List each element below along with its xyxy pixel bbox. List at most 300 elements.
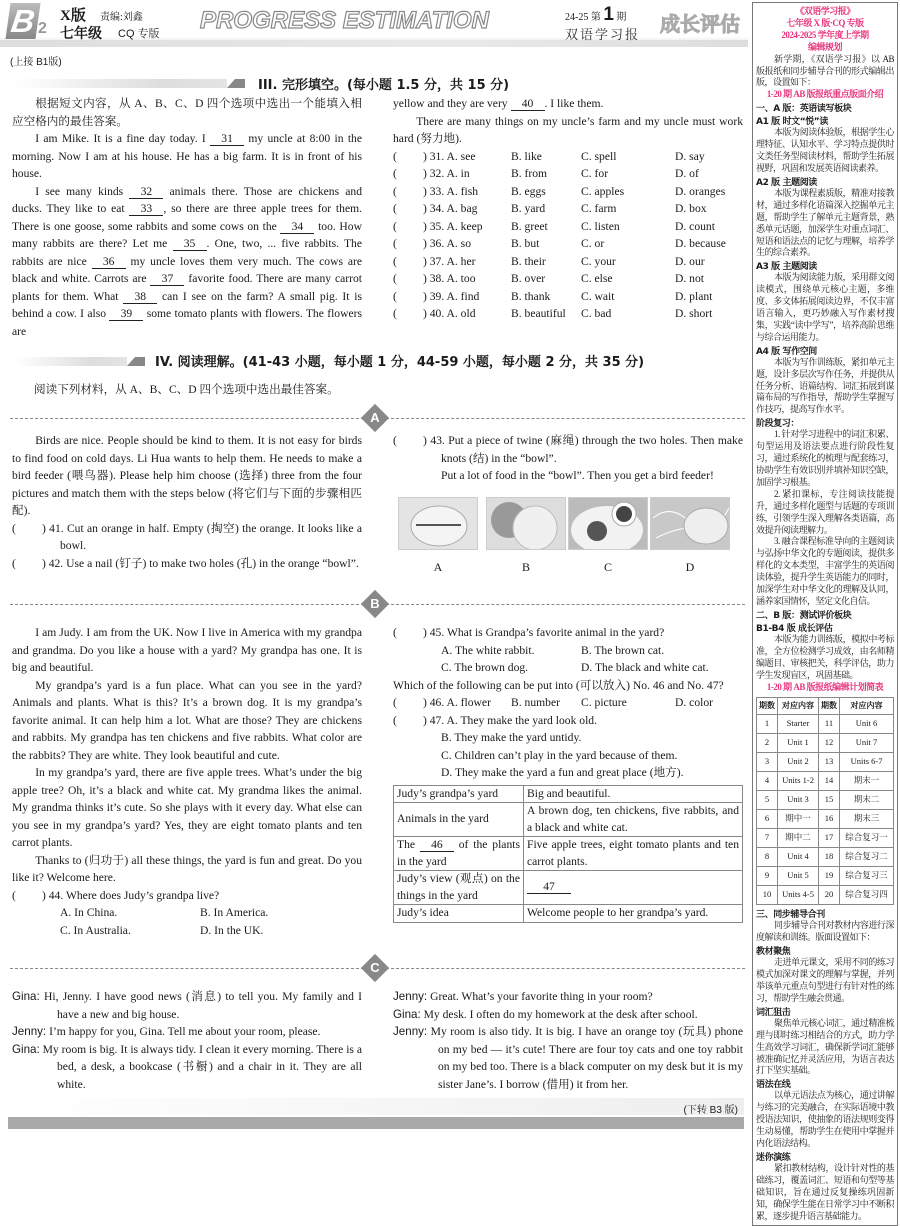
option-row: [393, 253, 743, 271]
text-run: animals there. Those are chickens and ducks. They like to eat: [12, 184, 362, 215]
section4-title: IV. 阅读理解。(41-43 小题，每小题 1 分，44-59 小题，每小题 2 分，共 35 分): [155, 355, 645, 370]
dialog-text: Great. What’s your favorite thing in your room?: [430, 990, 653, 1003]
option-a-text: ) 34. A. bag: [423, 202, 478, 215]
answer-option[interactable]: B. The brown cat.: [581, 643, 665, 657]
passage-b: [12, 624, 362, 939]
table-cell: 3: [757, 753, 778, 772]
table-row: [394, 785, 743, 803]
blank-38[interactable]: 38: [123, 290, 157, 304]
sidebar-paragraph: 本版为课程素质版，精准对接教材，通过多样化语篇深入挖掘单元主题，帮助学生了解单元主题背景，熟悉单元话题，加深学生对重点词汇、短语和语法点的记忆与理解，培养学生的综合素养。: [756, 187, 894, 258]
table-cell: Unit 2: [778, 753, 819, 772]
option-a: [393, 270, 511, 288]
table-cell: 18: [818, 848, 839, 867]
text-run: favorite food. There are many carrot plants for them. What: [12, 272, 363, 303]
paper-name: 双语学习报: [565, 27, 641, 42]
dialog-text: I’m happy for you, Gina. Tell me about your room, please.: [49, 1025, 321, 1038]
answer-paren[interactable]: (: [12, 556, 16, 570]
editor-label: 责编:刘鑫: [100, 12, 143, 23]
dialog-line: [393, 1006, 743, 1024]
sidebar-paragraph: 本版为能力训练版，模拟中考标准，全方位检测学习成效，由名师精编题目、审核把关，科学评估，助力学生发现盲区，巩固基础。: [756, 633, 894, 680]
dialog-left: [12, 988, 362, 1093]
table-cell: Welcome people to her grandpa’s yard.: [524, 905, 743, 923]
option-row: [393, 183, 743, 201]
picture-label-a: A: [433, 560, 443, 574]
text-run: my uncle at 8:00 in the morning. Now I am at his house. He has a big farm. It is in front of his house.: [12, 132, 362, 180]
table-row: [394, 905, 743, 923]
sidebar-subheading: A4 版 写作空间: [756, 346, 817, 357]
table-cell: 11: [818, 715, 839, 734]
option-d: D. short: [675, 307, 713, 320]
table-cell: 综合复习四: [840, 886, 894, 905]
passage-a: [12, 432, 362, 572]
text-run: can I see on the farm? A small pig. It is behind a cow. I also: [12, 289, 362, 320]
option-b: B. but: [511, 237, 540, 250]
table-cell: 16: [818, 810, 839, 829]
table-cell: 综合复习三: [840, 867, 894, 886]
table-cell: 12: [818, 734, 839, 753]
option-c: C. wait: [581, 289, 615, 303]
option-d: D. of: [675, 167, 699, 180]
footer-fade: [8, 1098, 744, 1115]
speaker: Gina:: [393, 1007, 421, 1021]
answer-option[interactable]: B. They make the yard untidy.: [441, 731, 582, 744]
passage-paragraph: [393, 113, 743, 148]
speaker: Jenny:: [393, 1025, 428, 1038]
editorial-plan-sidebar: [752, 2, 898, 1226]
option-a: [393, 148, 511, 166]
speaker: Gina:: [12, 990, 40, 1003]
table-cell: 20: [818, 886, 839, 905]
grade-label: 七年级: [60, 27, 102, 42]
dialog-line: [12, 988, 362, 1023]
issue-number: 1: [603, 4, 614, 25]
option-a: [393, 183, 511, 201]
question-44: ) 44. Where does Judy’s grandpa live?: [42, 888, 220, 902]
table-cell: 8: [757, 848, 778, 867]
option-d: D. plant: [675, 289, 713, 303]
option-row: [393, 288, 743, 306]
sidebar-paragraph: 本版为写作训练版，紧扣单元主题，设计多层次写作任务，并提供从任务分析、语篇结构、词汇拓展到谋篇布局的写作指导，帮助学生掌握写作技巧，提高写作水平。: [756, 356, 894, 415]
sidebar-paragraph: 走进单元课文，采用不同的练习模式加深对课文的理解与掌握，并列举该单元重点句型进行有针对性的练习，帮助学生融会贯通。: [756, 957, 894, 1003]
blank-46[interactable]: 46: [420, 838, 454, 852]
answer-paren[interactable]: (: [12, 888, 16, 902]
question-45-options: [393, 642, 743, 677]
question-42: ) 42. Use a nail (钉子) to make two holes (孔) in the orange “bowl”.: [42, 556, 359, 570]
option-c: C. for: [581, 167, 609, 180]
option-b: B. over: [511, 272, 546, 285]
dialog-text: My room is big. It is always tidy. I clean it every morning. There is a bed, a desk, a bookcase (书橱) and a chair in it. They are all white.: [42, 1042, 362, 1091]
sidebar-paragraph: 以单元语法点为核心，通过讲解与练习的完美融合，在实际语境中教授语法知识，使抽象的语法规则变得生动易懂，帮助学生在使用中掌握并内化语法结构。: [756, 1090, 894, 1148]
table-cell: Unit 1: [778, 734, 819, 753]
blank-37[interactable]: 37: [150, 272, 184, 286]
passage-b-text: [12, 624, 362, 887]
sidebar-paragraph: 2. 紧扣课标，专注阅读技能提升，通过多样化题型与话题的专项训练，引领学生深入理解各类语篇，高效提升阅读理解力。: [756, 488, 894, 535]
cloze-options: [393, 148, 743, 323]
table-cell: Five apple trees, eight tomato plants and ten carrot plants.: [524, 837, 743, 871]
picture-label-b: B: [521, 560, 530, 574]
table-header: 对应内容: [778, 698, 819, 715]
option-row: [393, 218, 743, 236]
blank-39[interactable]: 39: [109, 307, 143, 321]
dialog-text: Hi, Jenny. I have good news (消息) to tell you. My family and I have a new and big house.: [44, 990, 363, 1021]
edition-number: 2: [38, 20, 47, 37]
option-d: D. oranges: [675, 184, 726, 198]
table-header: 期数: [757, 698, 778, 715]
dialog-line: [393, 988, 743, 1006]
question-41: ) 41. Cut an orange in half. Empty (掏空) the orange. It looks like a bowl.: [42, 521, 362, 552]
table-cell: 1: [757, 715, 778, 734]
table-cell: 综合复习一: [840, 829, 894, 848]
table-row: [757, 753, 894, 772]
speaker: Jenny:: [12, 1025, 47, 1038]
answer-option[interactable]: D. The black and white cat.: [581, 661, 709, 674]
sidebar-subheading: B1-B4 版 成长评估: [756, 623, 833, 634]
sidebar-title-line: 七年级 X 版·CQ 专版: [786, 17, 864, 28]
option-a-text: ) 32. A. in: [423, 167, 470, 180]
plan-table: [756, 697, 894, 905]
table-cell: Units 1-2: [778, 772, 819, 791]
option-a: [393, 235, 511, 253]
table-cell: 期末二: [840, 791, 894, 810]
option-d: D. our: [675, 254, 705, 268]
passage-paragraph: [393, 95, 743, 113]
banner-title: PROGRESS ESTIMATION: [200, 7, 489, 34]
option-c: C. listen: [581, 219, 620, 233]
question-45: ) 45. What is Grandpa’s favorite animal in the yard?: [423, 626, 665, 639]
cloze-right: [393, 95, 743, 323]
option-a: [393, 305, 511, 323]
answer-paren[interactable]: (: [393, 626, 397, 639]
q46-a-text: ) 46. A. flower: [423, 696, 491, 709]
table-cell: 期末一: [840, 772, 894, 791]
question-46: [393, 694, 743, 712]
answer-paren[interactable]: (: [393, 167, 397, 180]
answer-paren[interactable]: (: [12, 521, 16, 535]
blank-32[interactable]: 32: [129, 185, 163, 199]
table-cell: [394, 837, 524, 871]
option-row: [393, 200, 743, 218]
option-a: [393, 165, 511, 183]
table-header: 期数: [818, 698, 839, 715]
option-a-text: ) 38. A. too: [423, 272, 476, 285]
heading-bar: [15, 79, 227, 88]
text-run: . I like them.: [544, 97, 604, 110]
info-table: [393, 785, 743, 923]
section4-instruction: 阅读下列材料，从 A、B、C、D 四个选项中选出最佳答案。: [34, 383, 339, 396]
table-cell: Unit 7: [840, 734, 894, 753]
heading-bar: [15, 357, 127, 366]
text-run: some tomato plants with flowers. The flowers are: [12, 307, 362, 338]
answer-option[interactable]: D. They make the yard a fun and great place (地方).: [441, 766, 684, 779]
option-a-text: ) 37. A. her: [423, 254, 476, 268]
answer-paren[interactable]: (: [393, 149, 397, 163]
cloze-passage: [12, 130, 362, 340]
option-a-text: ) 31. A. see: [423, 149, 476, 163]
answer-option[interactable]: C. Children can’t play in the yard because of them.: [441, 748, 678, 762]
answer-option[interactable]: C. The brown dog.: [441, 661, 529, 674]
cq-label: CQ 专版: [118, 28, 160, 40]
sidebar-paragraph: 聚焦单元核心词汇，通过精准梳理与即时练习相结合的方式，助力学生高效学习词汇，确保新学词汇能够被准确记忆并灵活应用，为语言表达打下坚实基础。: [756, 1017, 894, 1076]
table-cell: 2: [757, 734, 778, 753]
passage-paragraph: Thanks to (归功于) all these things, the yard is fun and great. Do you like it? Welcome here.: [12, 853, 362, 884]
option-c: C. apples: [581, 184, 625, 198]
dialog-line: [12, 1023, 362, 1041]
option-c: C. or: [581, 237, 605, 250]
issue-suffix: 期: [616, 12, 627, 23]
question-47-options: [393, 729, 743, 782]
answer-option[interactable]: A. The white rabbit.: [441, 643, 535, 657]
sidebar-title-line: 2024-2025 学年度上学期: [781, 29, 869, 40]
text-run: There are many things on my uncle’s farm and my uncle must work hard (努力地).: [393, 114, 743, 145]
table-cell: Units 6-7: [840, 753, 894, 772]
table-row: [757, 810, 894, 829]
answer-paren[interactable]: (: [393, 272, 397, 285]
option-row: [393, 235, 743, 253]
footer-bar: [8, 1117, 744, 1129]
cloze-instruction: 根据短文内容，从 A、B、C、D 四个选项中选出一个能填入相应空格内的最佳答案。: [12, 97, 362, 128]
blank-34[interactable]: 34: [280, 220, 314, 234]
option-row: [393, 270, 743, 288]
version-label: X版: [60, 8, 86, 24]
sidebar-subheading: A2 版 主题阅读: [756, 177, 817, 188]
answer-option[interactable]: D. In the UK.: [200, 923, 264, 937]
table-cell: 5: [757, 791, 778, 810]
sidebar-title-line: 编辑规划: [807, 41, 842, 52]
cell-text: of the plants in the yard: [397, 838, 520, 868]
sidebar-paragraph: 1. 针对学习进程中的词汇积累、句型运用及语法要点进行阶段性复习，通过系统化的梳理与配套练习，协助学生有效识别并填补知识空缺，加固学习根基。: [756, 429, 894, 487]
blank-31[interactable]: 31: [210, 132, 244, 146]
continued-from: (上接 B1版): [10, 57, 62, 68]
sidebar-title: [756, 6, 894, 54]
table-cell: Animals in the yard: [394, 803, 524, 837]
passage-paragraph: My grandpa’s yard is a fun place. What can you see in the yard? Animals and plants. What is this? It’s a brown dog. It is my grandpa’s favorite animal. It can help him a lot. What are those? They are chickens and rabbits. My grandpa has ten chickens and five rabbits. What color are the rabbits? They are white. They look beautiful and cute.: [12, 678, 362, 762]
table-cell: 17: [818, 829, 839, 848]
table-cell: Judy’s idea: [394, 905, 524, 923]
section-title: 成长评估: [660, 12, 740, 36]
passage-paragraph: I am Judy. I am from the UK. Now I live in America with my grandpa and grandma. Do you like a house with a yard? My grandpa has one. It is big and beautiful.: [12, 626, 362, 674]
table-row: [757, 848, 894, 867]
q46-d: D. color: [675, 696, 713, 709]
question-47: ) 47. A. They make the yard look old.: [423, 713, 597, 727]
sidebar-title-line: 《双语学习报》: [795, 6, 855, 16]
text-run: I see many kinds: [35, 184, 130, 198]
text-run: , so there are three apple trees for them. There is one goose, some rabbits and some cows on the: [12, 202, 363, 233]
option-a-text: ) 36. A. so: [423, 237, 471, 250]
sidebar-paragraph: 紧扣教材结构，设计针对性的基础练习，覆盖词汇、短语和句型等基础知识，旨在通过反复操练巩固新知，确保学生能在日常学习中不断积累，逐步提升语言基础能力。: [756, 1162, 894, 1221]
answer-paren[interactable]: (: [393, 254, 397, 268]
question-43-cont: Put a lot of food in the “bowl”. Then you get a bird feeder!: [441, 469, 714, 482]
option-a-text: ) 33. A. fish: [423, 184, 479, 198]
sidebar-subheading: A3 版 主题阅读: [756, 262, 817, 273]
option-a: [393, 253, 511, 271]
sidebar-subheading: 一、A 版：英语读写板块: [756, 104, 852, 115]
table-cell: 期中二: [778, 829, 819, 848]
option-c: C. else: [581, 272, 613, 285]
cloze-left: [12, 95, 362, 340]
answer-option[interactable]: A. In China.: [60, 906, 118, 919]
answer-paren[interactable]: (: [393, 289, 397, 303]
sidebar-subheading: 三、同步辅导合刊: [756, 910, 825, 921]
sidebar-blocks: [756, 101, 894, 681]
answer-paren[interactable]: (: [393, 713, 397, 727]
sidebar-intro: 新学期，《双语学习报》以 AB 版报纸和同步辅导合刊的形式编辑出版，设置如下：: [756, 53, 894, 88]
option-d: D. count: [675, 219, 715, 233]
table-cell: Starter: [778, 715, 819, 734]
sidebar-paragraph: 同步辅导合刊对教材内容进行深度解读和训练。版面设置如下：: [756, 920, 894, 943]
sidebar-subheading: 二、B 版：测试评价板块: [756, 610, 852, 621]
text-run: . One, two, ... five rabbits. The rabbits are nice: [12, 237, 362, 268]
option-b: B. their: [511, 254, 546, 268]
table-row: [757, 829, 894, 848]
table-row: [757, 734, 894, 753]
section3-title: III. 完形填空。(每小题 1.5 分，共 15 分): [258, 78, 510, 93]
option-a: [393, 288, 511, 306]
table-cell: 9: [757, 867, 778, 886]
table-row: [757, 867, 894, 886]
option-a: [393, 218, 511, 236]
sidebar-subheading: 迷你演练: [756, 1152, 791, 1163]
edition-logo: B: [5, 3, 40, 39]
table-cell: Unit 6: [840, 715, 894, 734]
speaker: Gina:: [12, 1042, 40, 1056]
sidebar-paragraph: 本版为阅读体验版，根据学生心理特征、认知水平、学习特点提供时文类任务型阅读材料，帮助学生拓展视野，巩固和发展英语阅读素养。: [756, 127, 894, 173]
option-c: C. your: [581, 254, 616, 268]
answer-paren[interactable]: (: [393, 184, 397, 198]
sidebar-subheading: 教材聚焦: [756, 947, 791, 958]
continued-to: (下转 B3 版): [683, 1105, 738, 1116]
passage-a-text: Birds are nice. People should be kind to them. It is not easy for birds to find food on cold days. Li Hua wants to help them. He needs to make a bird feeder (喂鸟器). Please help him choose (选择) three from the four pictures and match them with the steps below (将它们与下面的步骤相匹配).: [12, 434, 362, 517]
sidebar-subheading: 语法在线: [756, 1080, 791, 1091]
q46-b: B. number: [511, 696, 560, 709]
text-run: too. How many rabbits are there? Let me: [12, 219, 362, 250]
text-run: I am Mike. It is a fine day today. I: [35, 132, 211, 145]
table-header: 对应内容: [840, 698, 894, 715]
blank-36[interactable]: 36: [92, 255, 126, 269]
sidebar-pink-heading: 1-20 期 AB 版报纸重点版面介绍: [766, 89, 884, 100]
blank-35[interactable]: 35: [173, 237, 207, 251]
option-row: [393, 148, 743, 166]
dialog-text: My desk. I often do my homework at the desk after school.: [423, 1007, 698, 1021]
passage-b-right: [393, 624, 743, 923]
option-d: D. because: [675, 237, 726, 250]
dialog-right: [393, 988, 743, 1093]
blank-33[interactable]: 33: [129, 202, 163, 216]
option-b: B. eggs: [511, 184, 546, 198]
option-b: B. from: [511, 167, 548, 180]
answer-option[interactable]: B. In America.: [200, 906, 269, 919]
table-cell: 期中一: [778, 810, 819, 829]
q46-a: [393, 694, 511, 712]
cell-text: The: [397, 838, 416, 851]
picture-a-orange-nail: [398, 497, 478, 550]
table-cell: 14: [818, 772, 839, 791]
answer-paren[interactable]: (: [393, 219, 397, 233]
which-prompt: Which of the following can be put into (可以放入) No. 46 and No. 47?: [393, 678, 724, 692]
year: 24-25 第: [565, 12, 601, 23]
table-row: [394, 837, 743, 871]
option-b: B. beautiful: [511, 307, 566, 320]
dialog-text: My room is also tidy. It is big. I have an orange toy (玩具) phone on my bed — it’s cute! There are four toy cats and one toy rabbit on my bed too. There is a black computer on my desk but it is my sister Jane’s. I borrow (借用) it from her.: [430, 1025, 743, 1091]
option-b: B. greet: [511, 219, 548, 233]
table-cell: 7: [757, 829, 778, 848]
sidebar-subheading: A1 版 时文“悦”读: [756, 117, 828, 128]
table-row: [757, 791, 894, 810]
option-c: C. spell: [581, 149, 617, 163]
table-cell: 19: [818, 867, 839, 886]
answer-paren[interactable]: (: [393, 202, 397, 215]
option-row: [393, 165, 743, 183]
option-b: B. thank: [511, 289, 551, 303]
option-c: C. farm: [581, 202, 617, 215]
passage-paragraph: [12, 130, 362, 183]
blank-40[interactable]: 40: [511, 97, 545, 111]
question-44-options: [12, 904, 362, 939]
table-cell: A brown dog, ten chickens, five rabbits, and a black and white cat.: [524, 803, 743, 837]
option-b: B. like: [511, 149, 542, 163]
table-cell: Big and beautiful.: [524, 785, 743, 803]
picture-label-d: D: [685, 560, 695, 574]
table-cell: 期末三: [840, 810, 894, 829]
passage-c-label: C: [370, 960, 380, 975]
option-a-text: ) 40. A. old: [423, 307, 476, 320]
table-cell: Units 4-5: [778, 886, 819, 905]
picture-c-bird-food: [568, 497, 648, 550]
sidebar-pink-heading: 1-20 期 AB 版报纸编辑计划简表: [766, 681, 884, 692]
table-cell: Unit 3: [778, 791, 819, 810]
option-a: [393, 200, 511, 218]
passage-a-label: A: [370, 410, 380, 425]
sidebar-subheading: 词汇狙击: [756, 1007, 791, 1018]
picture-label-c: C: [603, 560, 612, 574]
answer-paren[interactable]: (: [393, 696, 397, 709]
option-c: C. bad: [581, 307, 612, 320]
option-a-text: ) 39. A. find: [423, 289, 480, 303]
option-d: D. box: [675, 202, 707, 215]
picture-d-twine-bowl: [650, 497, 730, 550]
blank-47[interactable]: 47: [527, 880, 571, 894]
table-header-row: [757, 698, 894, 715]
text-run: my uncle loves them very much. The cows are black and white. Carrots are: [12, 254, 362, 285]
option-d: D. not: [675, 272, 704, 285]
answer-paren[interactable]: (: [393, 307, 397, 320]
table-cell: 6: [757, 810, 778, 829]
option-row: [393, 305, 743, 323]
table-cell: 15: [818, 791, 839, 810]
table-row: [394, 803, 743, 837]
dialog-line: [12, 1041, 362, 1094]
sidebar-blocks: [756, 907, 894, 1222]
passage-a-right: [393, 432, 743, 485]
table-cell: Unit 4: [778, 848, 819, 867]
answer-paren[interactable]: (: [393, 434, 397, 447]
passage-b-label: B: [370, 596, 380, 611]
table-cell: [524, 871, 743, 905]
table-cell: Judy’s grandpa’s yard: [394, 785, 524, 803]
answer-paren[interactable]: (: [393, 237, 397, 250]
answer-option[interactable]: C. In Australia.: [60, 923, 131, 937]
table-row: [757, 772, 894, 791]
table-row: [757, 886, 894, 905]
table-cell: Unit 5: [778, 867, 819, 886]
sidebar-subheading: 阶段复习：: [756, 419, 800, 430]
passage-paragraph: In my grandpa’s yard, there are five apple trees. What’s under the big apple tree? Oh, it’s a black and white cat. My grandma likes the animal. My grandma thinks it’s cute. So she plays with it every day. What else can you see in my grandpa’s yard? Yes, they are eight tomato plants and ten carrot plants.: [12, 766, 362, 849]
cloze-passage-cont: [393, 95, 743, 148]
option-d: D. say: [675, 149, 705, 163]
question-43: ) 43. Put a piece of twine (麻绳) through the two holes. Then make knots (结) in the “bowl”.: [423, 434, 743, 465]
sidebar-paragraph: 3. 融合课程标准导向的主题阅读与弘扬中华文化的专题阅读，提供多样化的文本类型，丰富学生的英语阅读体验，提升学生英语能力的同时，加深学生对中华文化的理解及认同，涵养家国情怀，坚定文化自信。: [756, 536, 894, 606]
dialog-line: [393, 1023, 743, 1093]
option-a-text: ) 35. A. keep: [423, 219, 483, 233]
